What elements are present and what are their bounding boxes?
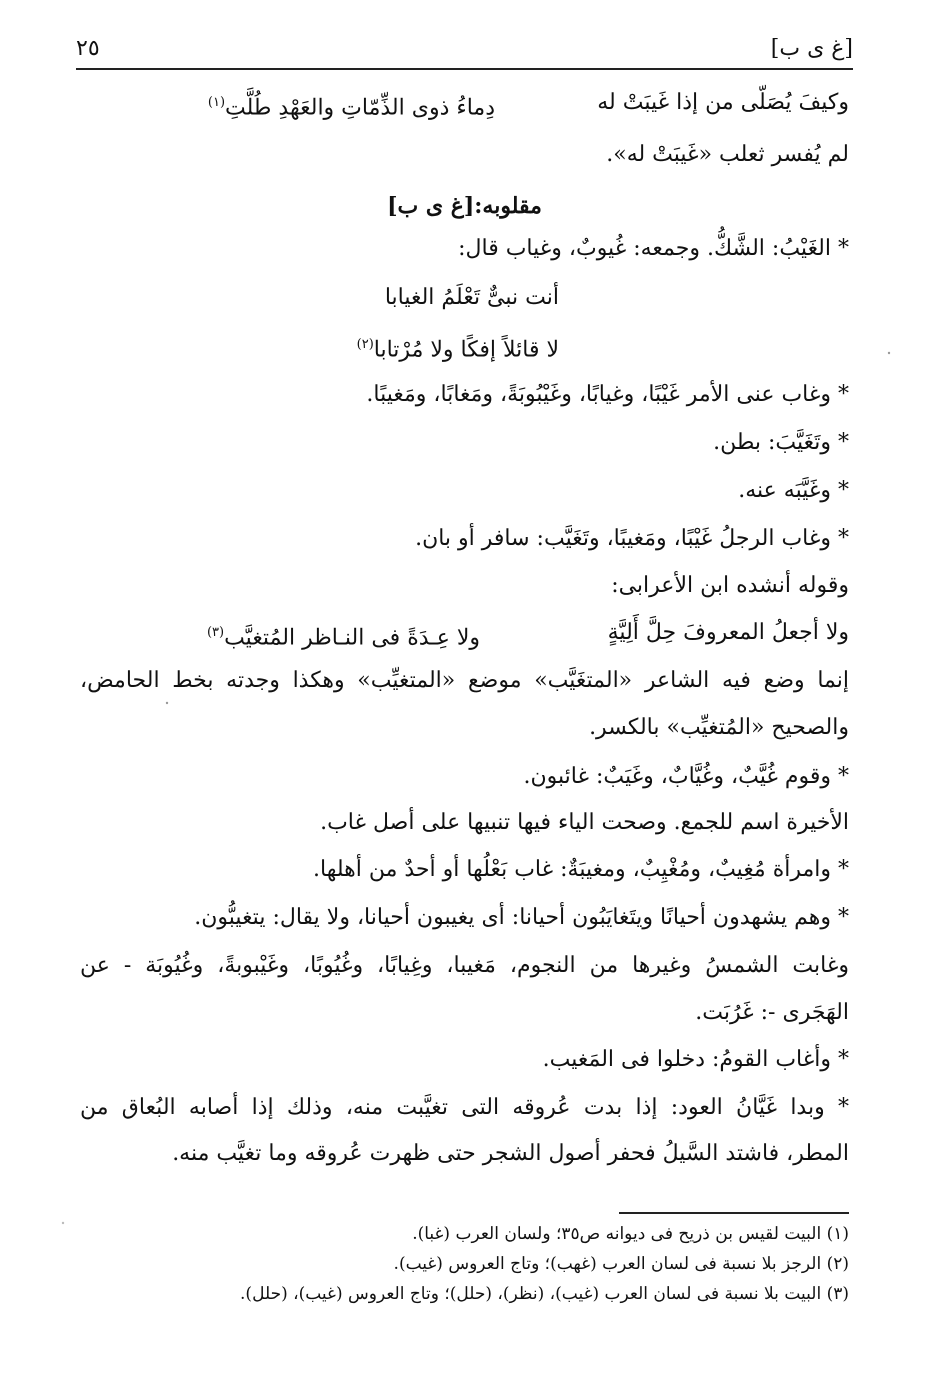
- running-header: [76, 28, 853, 70]
- text-line: والصحيح «المُتغيِّب» بالكسر.: [589, 715, 849, 740]
- section-subheading: مقلوبه:[غ ى ب]: [387, 193, 542, 219]
- rajaz-verse-2-text: لا قائلاً إفكًا ولا مُرْتابا: [373, 337, 559, 363]
- text-line: الأخيرة اسم للجمع. وصحت الياء فيها تنبيها على أصل غاب.: [320, 810, 849, 835]
- footnote-2: (٢) الرجز بلا نسبة فى لسان العرب (غهب)؛ وتاج العروس (غيب).: [393, 1254, 849, 1274]
- page-number: ٢٥: [76, 36, 100, 61]
- entry-line: * وأغاب القومُ: دخلوا فى المَغيب.: [542, 1047, 849, 1072]
- entry-line: * وهم يشهدون أحيانًا ويتَغايَبُون أحيانا: أى يغيبون أحيانا، ولا يقال: يتغيبُّون.: [194, 905, 849, 930]
- verse-2-second-hemistich: [150, 618, 480, 653]
- footnote-ref-1: (١): [207, 95, 226, 110]
- verse-1-first-hemistich: وكيفَ يُصَلّى من إذا غَيبَتْ له: [597, 90, 849, 115]
- entry-line: * وتَغَيَّبَ: بطن.: [713, 430, 849, 455]
- root-heading: [غ ى ب]: [770, 36, 853, 61]
- text-line: وغابت الشمسُ وغيرها من النجوم، مَغيبا، وغِيابًا، وغُيُوبًا، وغَيْبوبةً، وغُيُوبَة - عن: [80, 953, 849, 978]
- entry-line: * وامرأة مُغِيبٌ، ومُغْيِبٌ، ومغيبَةٌ: غاب بَعْلُها أو أحدٌ من أهلها.: [313, 857, 849, 882]
- text-line: وقوله أنشده ابن الأعرابى:: [611, 573, 849, 598]
- footnote-ref-2: (٢): [356, 337, 374, 352]
- footnote-1: (١) البيت لقيس بن ذريح فى ديوانه ص٣٥؛ ولسان العرب (غبا).: [412, 1224, 849, 1244]
- scan-speck: [164, 700, 170, 706]
- text-line: الهَجَرى -: غَرُبَت.: [695, 1000, 849, 1025]
- entry-line: * وغَيَّبَه عنه.: [738, 478, 849, 503]
- entry-line: * وغاب الرجلُ غَيْبًا، ومَغيبًا، وتَغَيَّب: سافر أو بان.: [415, 526, 849, 551]
- rajaz-verse-2: [357, 330, 559, 365]
- verse-1-second-text: دِماءُ ذوى الذِّمّاتِ والعَهْدِ طُلَّتِ: [225, 95, 495, 121]
- text-line: لم يُفسر ثعلب «غَيبَتْ له».: [606, 142, 849, 167]
- entry-line: * الغَيْبُ: الشَّكُّ. وجمعه: غُيوبٌ، وغياب قال:: [458, 236, 849, 261]
- text-line: إنما وضع فيه الشاعر «المتغَيَّب» موضع «المتغيِّب» وهكذا وجدته بخط الحامض،: [80, 668, 849, 693]
- rajaz-verse-1: أنت نبىٌّ تَعْلَمُ الغيابا: [384, 285, 559, 310]
- entry-line: * وغاب عنى الأمر غَيْبًا، وغيابًا، وغَيْبُوبَةً، ومَغابًا، ومَغيبًا.: [366, 382, 849, 407]
- footnote-3: (٣) البيت بلا نسبة فى لسان العرب (غيب)، (نظر)، (حلل)؛ وتاج العروس (غيب)، (حلل).: [240, 1284, 849, 1304]
- scan-speck: [60, 1220, 66, 1226]
- entry-line: * وبدا غَيَّانُ العود: إذا بدت عُروقه التى تغيَّبت منه، وذلك إذا أصابه البُعاق من: [80, 1095, 849, 1120]
- entry-line: * وقوم غُيَّبٌ، وغُيَّابٌ، وغَيَبٌ: غائبون.: [523, 764, 849, 789]
- verse-2-first-hemistich: ولا أجعلُ المعروفَ حِلَّ أَلِيَّةٍ: [607, 620, 849, 645]
- footnote-ref-3: (٣): [206, 625, 225, 640]
- verse-2-second-text: ولا عِـدَةً فى النـاظر المُتغيَّب: [224, 625, 480, 651]
- scan-speck: [886, 350, 892, 356]
- verse-1-second-hemistich: [165, 88, 495, 123]
- footnote-separator: [619, 1212, 849, 1214]
- text-line: المطر، فاشتد السَّيلُ فحفر أصول الشجر حتى ظهرت عُروقه وما تغيَّب منه.: [172, 1141, 849, 1166]
